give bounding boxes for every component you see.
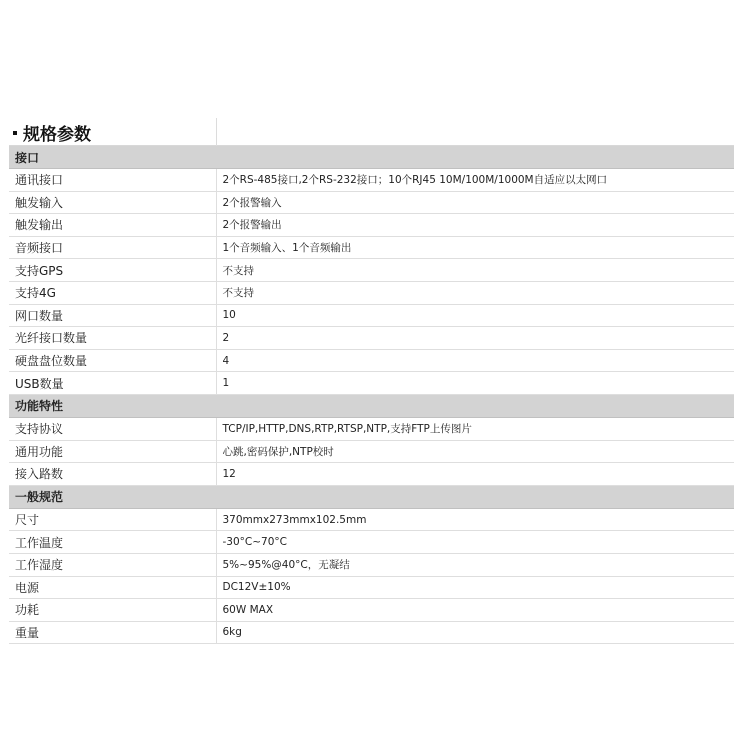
spec-row — [9, 236, 734, 259]
spec-label: 电源 — [9, 576, 216, 599]
spec-value: 12 — [216, 463, 734, 486]
spec-value: 1个音频输入、1个音频输出 — [216, 236, 734, 259]
spec-value: 不支持 — [216, 259, 734, 282]
spec-value: 心跳,密码保护,NTP校时 — [216, 440, 734, 463]
spec-title-text: 规格参数 — [23, 125, 91, 145]
spec-label: 支持GPS — [9, 259, 216, 282]
spec-label: 音频接口 — [9, 236, 216, 259]
spec-label: 功耗 — [9, 599, 216, 622]
spec-label: 触发输出 — [9, 214, 216, 237]
spec-label: 通讯接口 — [9, 169, 216, 192]
spec-value: 60W MAX — [216, 599, 734, 622]
spec-value: 6kg — [216, 621, 734, 644]
spec-label: 工作温度 — [9, 531, 216, 554]
spec-value: DC12V±10% — [216, 576, 734, 599]
spec-value: -30°C~70°C — [216, 531, 734, 554]
spec-row — [9, 214, 734, 237]
spec-label: 尺寸 — [9, 508, 216, 531]
spec-row — [9, 440, 734, 463]
spec-row — [9, 327, 734, 350]
title-column-divider — [216, 118, 217, 146]
bullet-icon — [13, 131, 17, 135]
spec-row — [9, 304, 734, 327]
spec-value: 5%~95%@40°C，无凝结 — [216, 553, 734, 576]
spec-row — [9, 372, 734, 395]
spec-label: 工作湿度 — [9, 553, 216, 576]
spec-row — [9, 349, 734, 372]
spec-label: 网口数量 — [9, 304, 216, 327]
spec-row — [9, 259, 734, 282]
section-title: 接口 — [9, 146, 734, 169]
spec-value: 370mmx273mmx102.5mm — [216, 508, 734, 531]
spec-table — [9, 146, 734, 644]
spec-row — [9, 599, 734, 622]
spec-row — [9, 621, 734, 644]
spec-label: 重量 — [9, 621, 216, 644]
spec-title — [13, 120, 91, 145]
spec-label: 接入路数 — [9, 463, 216, 486]
spec-label: USB数量 — [9, 372, 216, 395]
spec-row — [9, 531, 734, 554]
spec-row — [9, 169, 734, 192]
spec-row — [9, 508, 734, 531]
spec-label: 光纤接口数量 — [9, 327, 216, 350]
section-title: 一般规范 — [9, 485, 734, 508]
spec-title-row — [9, 118, 734, 146]
spec-label: 支持4G — [9, 281, 216, 304]
section-header — [9, 394, 734, 417]
spec-value: 不支持 — [216, 281, 734, 304]
section-title: 功能特性 — [9, 394, 734, 417]
section-header — [9, 146, 734, 169]
spec-row — [9, 463, 734, 486]
spec-value: 4 — [216, 349, 734, 372]
spec-row — [9, 281, 734, 304]
spec-value: 2个RS-485接口,2个RS-232接口；10个RJ45 10M/100M/1000M自适应以太网口 — [216, 169, 734, 192]
spec-value: 1 — [216, 372, 734, 395]
spec-row — [9, 553, 734, 576]
section-header — [9, 485, 734, 508]
spec-label: 通用功能 — [9, 440, 216, 463]
spec-value: TCP/IP,HTTP,DNS,RTP,RTSP,NTP,支持FTP上传图片 — [216, 417, 734, 440]
spec-value: 2 — [216, 327, 734, 350]
spec-row — [9, 576, 734, 599]
spec-label: 硬盘盘位数量 — [9, 349, 216, 372]
spec-value: 2个报警输出 — [216, 214, 734, 237]
spec-row — [9, 191, 734, 214]
spec-value: 2个报警输入 — [216, 191, 734, 214]
spec-value: 10 — [216, 304, 734, 327]
spec-label: 支持协议 — [9, 417, 216, 440]
spec-row — [9, 417, 734, 440]
spec-label: 触发输入 — [9, 191, 216, 214]
spec-sheet — [9, 118, 734, 644]
